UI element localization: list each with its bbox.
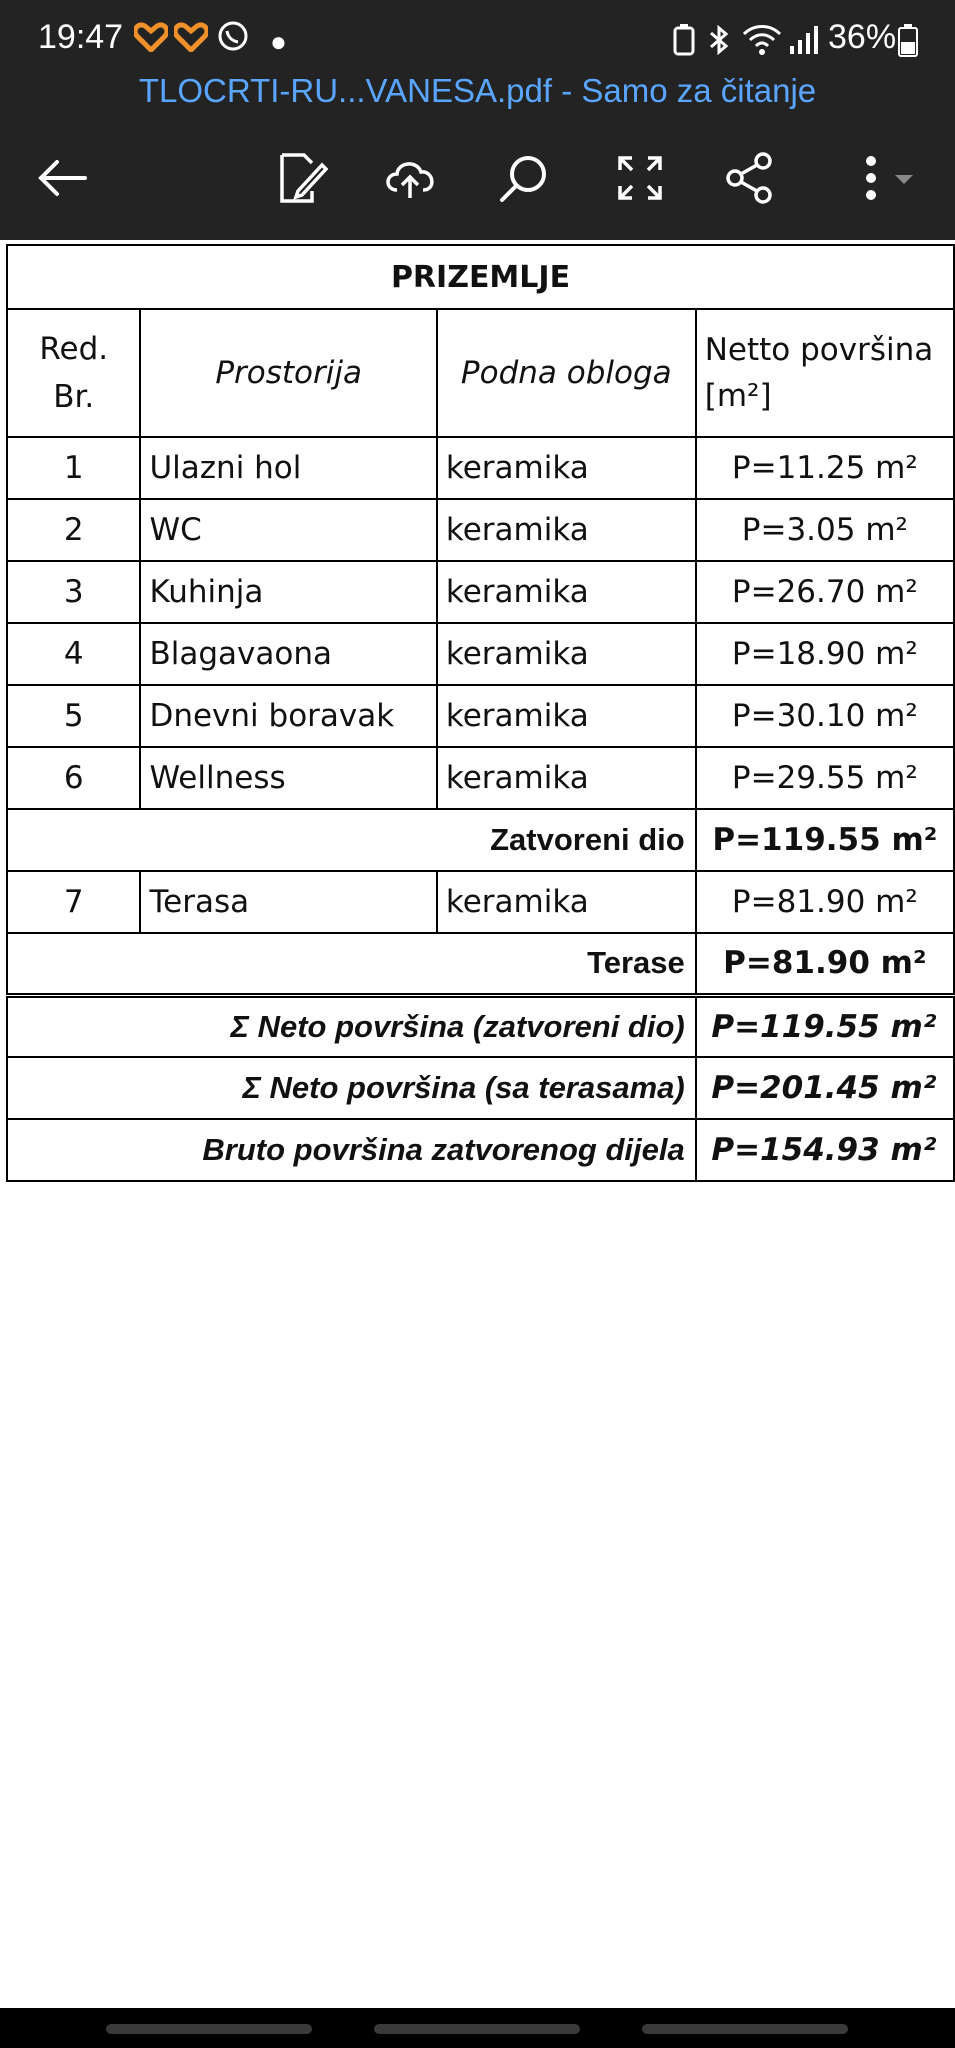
nav-back-button[interactable] <box>642 2024 848 2034</box>
battery-icon <box>898 24 918 63</box>
table-row: 5 Dnevni boravak keramika P=30.10 m² <box>7 685 954 747</box>
viber-icon <box>216 20 250 59</box>
header-floor: Podna obloga <box>437 309 696 437</box>
wifi-icon <box>742 24 782 61</box>
bluetooth-icon <box>706 24 732 61</box>
area-table <box>6 244 955 1182</box>
table-row: 2 WC keramika P=3.05 m² <box>7 499 954 561</box>
document-title: TLOCRTI-RU...VANESA.pdf - Samo za čitanje <box>138 72 817 109</box>
table-row: 4 Blagavaona keramika P=18.90 m² <box>7 623 954 685</box>
share-icon[interactable] <box>720 148 780 208</box>
table-row: 6 Wellness keramika P=29.55 m² <box>7 747 954 809</box>
nav-home-button[interactable] <box>374 2024 580 2034</box>
system-navigation-bar <box>0 2008 955 2048</box>
fullscreen-icon[interactable] <box>610 148 670 208</box>
table-header-row <box>7 309 954 437</box>
notification-heart-icon <box>174 22 208 57</box>
app-top-bar <box>0 0 955 240</box>
back-arrow-icon[interactable] <box>32 148 92 208</box>
edit-icon[interactable] <box>272 148 332 208</box>
total-row: Σ Neto površina (zatvoreni dio) P=119.55 m² <box>7 995 954 1057</box>
total-row: Σ Neto površina (sa terasama) P=201.45 m² <box>7 1057 954 1119</box>
table-title: PRIZEMLJE <box>7 245 954 309</box>
notification-heart-icon <box>134 22 168 57</box>
nav-recents-button[interactable] <box>106 2024 312 2034</box>
terraces-row: Terase P=81.90 m² <box>7 933 954 995</box>
header-room: Prostorija <box>140 309 436 437</box>
search-icon[interactable] <box>494 148 554 208</box>
cloud-upload-icon[interactable] <box>380 148 440 208</box>
signal-icon <box>788 24 820 61</box>
table-row: 1 Ulazni hol keramika P=11.25 m² <box>7 437 954 499</box>
closed-part-row: Zatvoreni dio P=119.55 m² <box>7 809 954 871</box>
table-row: 3 Kuhinja keramika P=26.70 m² <box>7 561 954 623</box>
recycle-battery-icon <box>672 24 696 61</box>
more-icon[interactable] <box>846 148 926 208</box>
battery-percentage: 36% <box>828 18 897 56</box>
notification-dot-icon: ● <box>270 26 287 57</box>
header-nr: Red. Br. <box>7 309 140 437</box>
total-row: Bruto površina zatvorenog dijela P=154.93 m² <box>7 1119 954 1181</box>
header-area: Netto površina [m²] <box>696 309 954 437</box>
pdf-page <box>6 244 955 1182</box>
status-bar <box>0 0 955 82</box>
table-row: 7 Terasa keramika P=81.90 m² <box>7 871 954 933</box>
status-time: 19:47 <box>38 18 124 56</box>
